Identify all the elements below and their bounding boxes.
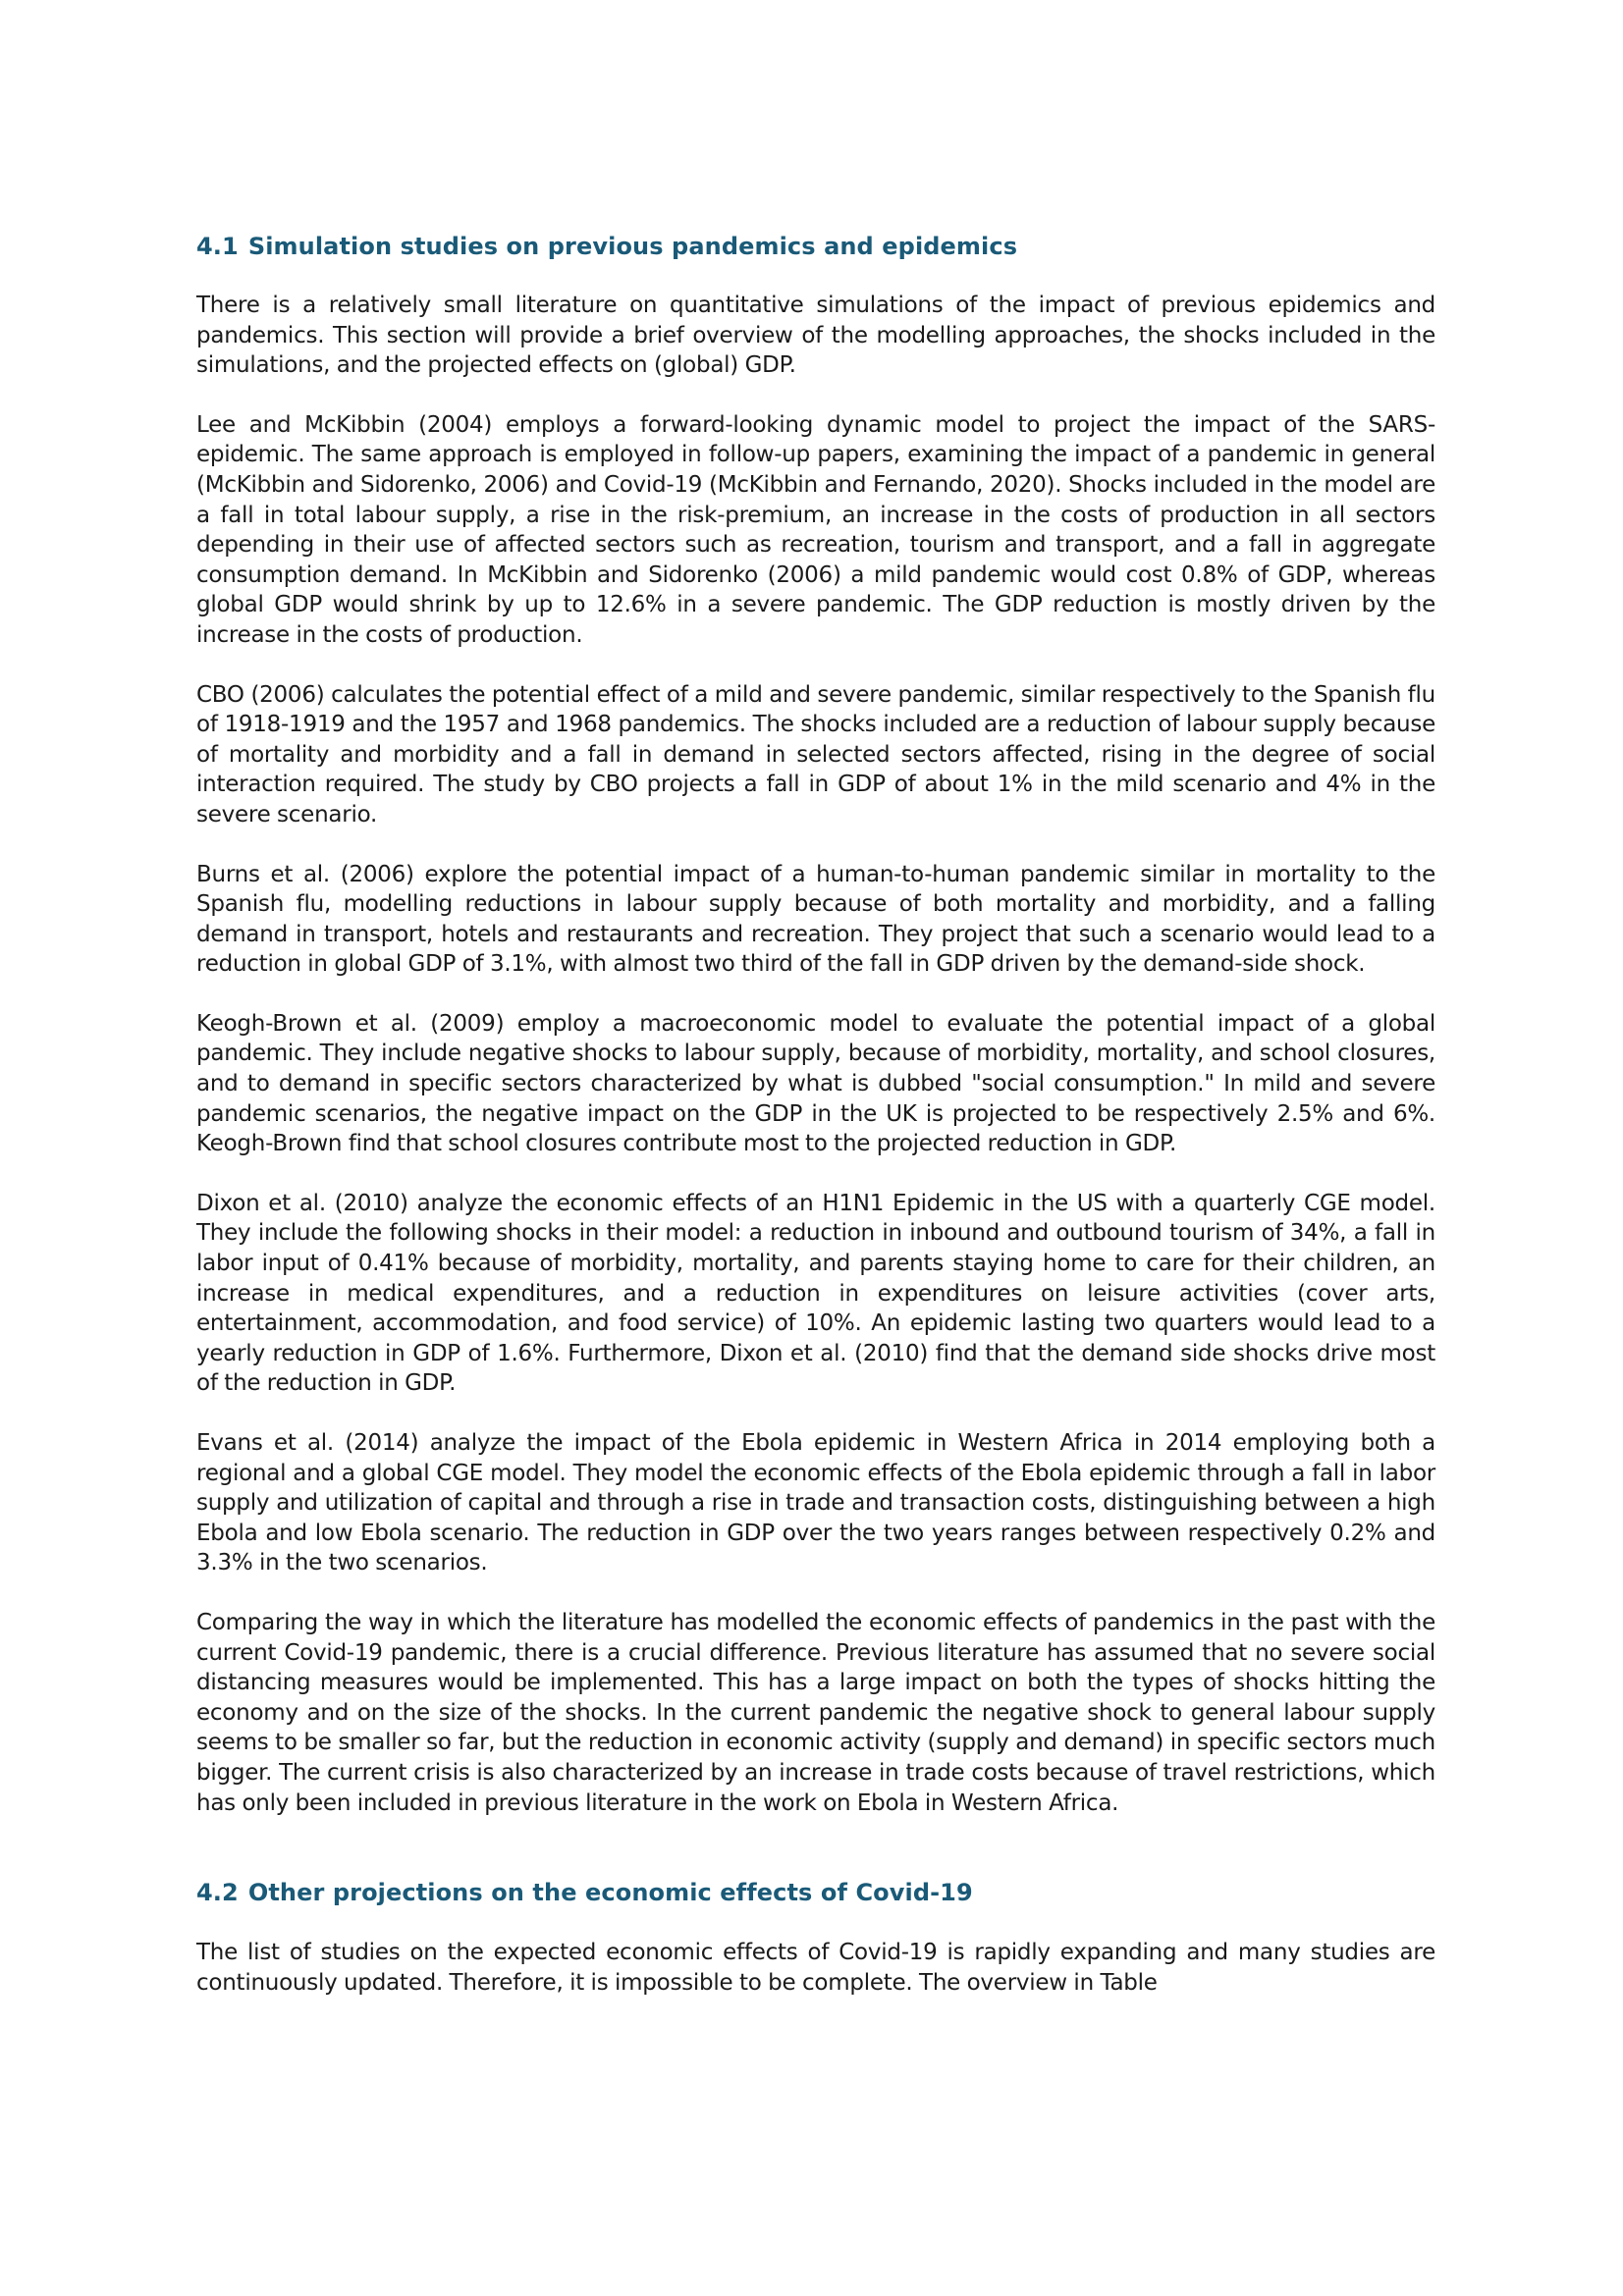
paragraph-evans: Evans et al. (2014) analyze the impact of the Ebola epidemic in Western Africa in 2014 employing both a regional and a global CGE model. They model the economic effects of the Ebola epidemic through a fall in labor supply and utilization of capital and through a rise in trade and transaction costs, distinguishing between a high Ebola and low Ebola scenario. The reduction in GDP over the two years ranges between respectively 0.2% and 3.3% in the two scenarios. (196, 1430, 1435, 1576)
paragraph-comparison: Comparing the way in which the literature has modelled the economic effects of pandemics in the past with the current Covid-19 pandemic, there is a crucial difference. Previous literature has assumed that no severe social distancing measures would be implemented. This has a large impact on both the types of shocks hitting the economy and on the size of the shocks. In the current pandemic the negative shock to general labour supply seems to be smaller so far, but the reduction in economic activity (supply and demand) in specific sectors much bigger. The current crisis is also characterized by an increase in trade costs because of travel restrictions, which has only been included in previous literature in the work on Ebola in Western Africa. (196, 1609, 1435, 1816)
paragraph-cbo: CBO (2006) calculates the potential effect of a mild and severe pandemic, similar respectively to the Spanish flu of 1918-1919 and the 1957 and 1968 pandemics. The shocks included are a reduction of labour supply because of mortality and morbidity and a fall in demand in selected sectors affected, rising in the degree of social interaction required. The study by CBO projects a fall in GDP of about 1% in the mild scenario and 4% in the severe scenario. (196, 681, 1435, 828)
section-number: 4.2 (196, 1879, 239, 1907)
paragraph-other-projections: The list of studies on the expected economic effects of Covid-19 is rapidly expanding and many studies are continuously updated. Therefore, it is impossible to be complete. The overview in Table (196, 1940, 1435, 1996)
paragraph-intro: There is a relatively small literature on quantitative simulations of the impact of previous epidemics and pandemics. This section will provide a brief overview of the modelling approaches, the shocks included in the simulations, and the projected effects on (global) GDP. (196, 293, 1435, 379)
paragraph-dixon: Dixon et al. (2010) analyze the economic effects of an H1N1 Epidemic in the US with a quarterly CGE model. They include the following shocks in their model: a reduction in inbound and outbound tourism of 34%, a fall in labor input of 0.41% because of morbidity, mortality, and parents staying home to care for their children, an increase in medical expenditures, and a reduction in expenditures on leisure activities (cover arts, entertainment, accommodation, and food service) of 10%. An epidemic lasting two quarters would lead to a yearly reduction in GDP of 1.6%. Furthermore, Dixon et al. (2010) find that the demand side shocks drive most of the reduction in GDP. (196, 1190, 1435, 1397)
section-title: Other projections on the economic effects of Covid-19 (247, 1879, 973, 1907)
section-title: Simulation studies on previous pandemics and epidemics (247, 233, 1018, 260)
section-heading-4-2 (196, 1878, 1435, 1907)
paragraph-burns: Burns et al. (2006) explore the potential impact of a human-to-human pandemic similar in mortality to the Spanish flu, modelling reductions in labour supply because of both mortality and morbidity, and a falling demand in transport, hotels and restaurants and recreation. They project that such a scenario would lead to a reduction in global GDP of 3.1%, with almost two third of the fall in GDP driven by the demand-side shock. (196, 861, 1435, 978)
paragraph-keogh-brown: Keogh-Brown et al. (2009) employ a macroeconomic model to evaluate the potential impact of a global pandemic. They include negative shocks to labour supply, because of morbidity, mortality, and school closures, and to demand in specific sectors characterized by what is dubbed "social consumption." In mild and severe pandemic scenarios, the negative impact on the GDP in the UK is projected to be respectively 2.5% and 6%. Keogh-Brown find that school closures contribute most to the projected reduction in GDP. (196, 1010, 1435, 1157)
paragraph-lee-mckibbin: Lee and McKibbin (2004) employs a forward-looking dynamic model to project the impact of the SARS-epidemic. The same approach is employed in follow-up papers, examining the impact of a pandemic in general (McKibbin and Sidorenko, 2006) and Covid-19 (McKibbin and Fernando, 2020). Shocks included in the model are a fall in total labour supply, a rise in the risk-premium, an increase in the costs of production in all sectors depending in their use of affected sectors such as recreation, tourism and transport, and a fall in aggregate consumption demand. In McKibbin and Sidorenko (2006) a mild pandemic would cost 0.8% of GDP, whereas global GDP would shrink by up to 12.6% in a severe pandemic. The GDP reduction is mostly driven by the increase in the costs of production. (196, 411, 1435, 648)
document-page (196, 232, 1435, 1998)
section-number: 4.1 (196, 233, 239, 260)
section-heading-4-1 (196, 232, 1435, 261)
